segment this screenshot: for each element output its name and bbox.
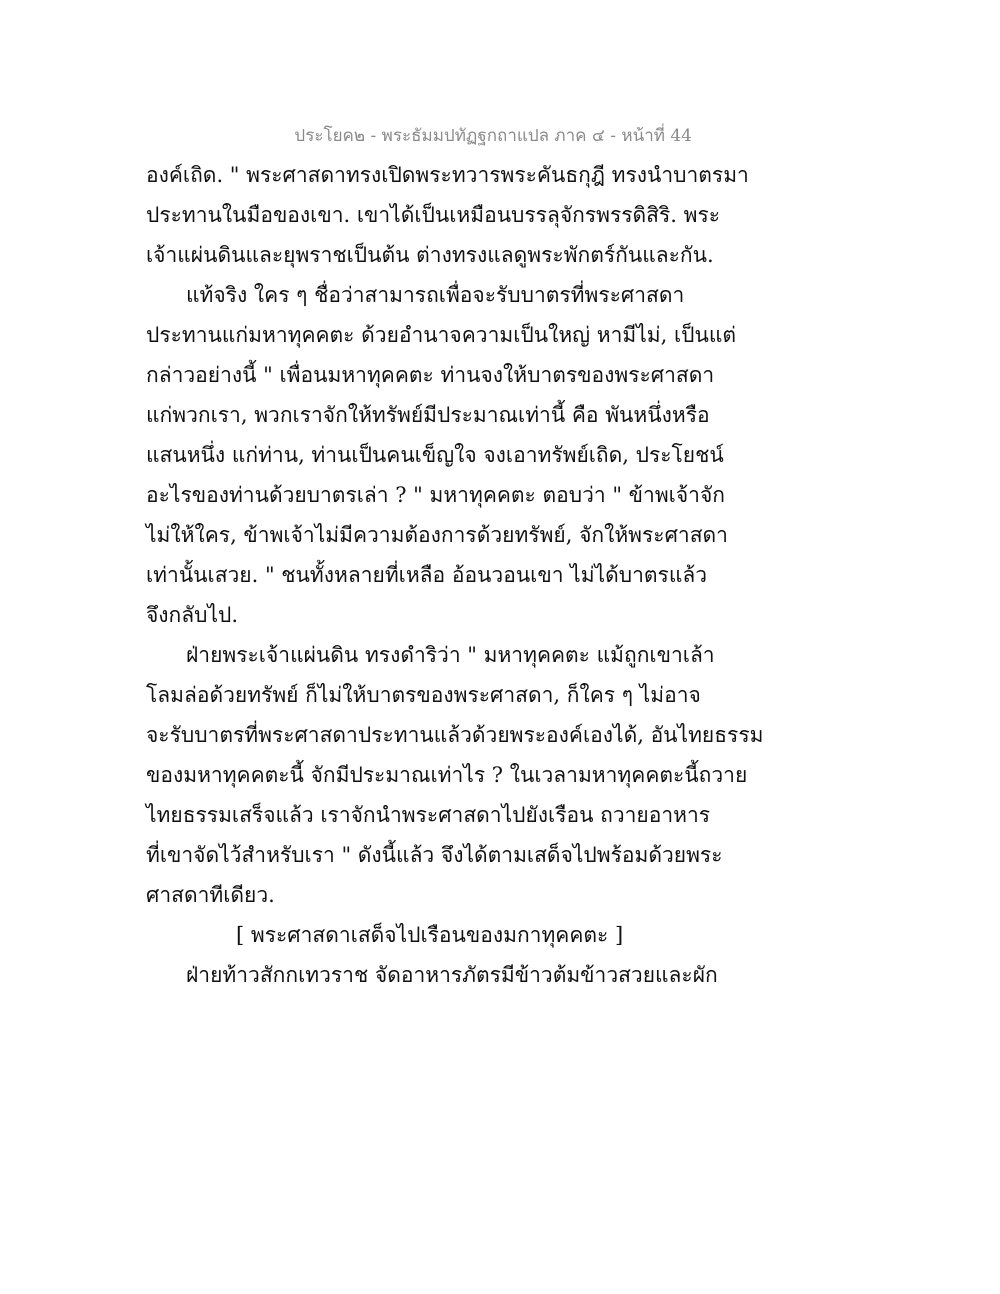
body-text bbox=[146, 155, 764, 995]
text-line: ไทยธรรมเสร็จแล้ว เราจักนำพระศาสดาไปยังเรือน ถวายอาหาร bbox=[146, 803, 711, 827]
paragraph-first-line: ฝ่ายท้าวสักกเทวราช จัดอาหารภัตรมีข้าวต้มข้าวสวยและผัก bbox=[186, 963, 718, 987]
text-line: แก่พวกเรา, พวกเราจักให้ทรัพย์มีประมาณเท่านี้ คือ พันหนึ่งหรือ bbox=[146, 403, 710, 427]
text-line: กล่าวอย่างนี้ " เพื่อนมหาทุคคตะ ท่านจงให้บาตรของพระศาสดา bbox=[146, 363, 715, 387]
text-line: ของมหาทุคคตะนี้ จักมีประมาณเท่าไร ? ในเวลามหาทุคคตะนี้ถวาย bbox=[146, 763, 748, 787]
section-heading: [ พระศาสดาเสด็จไปเรือนของมกาทุคคตะ ] bbox=[236, 923, 624, 947]
text-line: แสนหนึ่ง แก่ท่าน, ท่านเป็นคนเข็ญใจ จงเอาทรัพย์เถิด, ประโยชน์ bbox=[146, 443, 724, 467]
text-line: เท่านั้นเสวย. " ชนทั้งหลายที่เหลือ อ้อนวอนเขา ไม่ได้บาตรแล้ว bbox=[146, 563, 708, 587]
text-line: ที่เขาจัดไว้สำหรับเรา " ดังนี้แล้ว จึงได้ตามเสด็จไปพร้อมด้วยพระ bbox=[146, 843, 723, 867]
text-line: องค์เถิด. " พระศาสดาทรงเปิดพระทวารพระคันธกุฎี ทรงนำบาตรมา bbox=[146, 163, 749, 187]
text-line: ประทานแก่มหาทุคคตะ ด้วยอำนาจความเป็นใหญ่ หามีไม่, เป็นแต่ bbox=[146, 323, 736, 347]
text-line: ไม่ให้ใคร, ข้าพเจ้าไม่มีความต้องการด้วยทรัพย์, จักให้พระศาสดา bbox=[146, 523, 728, 547]
text-line: ประทานในมือของเขา. เขาได้เป็นเหมือนบรรลุจักรพรรดิสิริ. พระ bbox=[146, 203, 721, 227]
text-line: เจ้าแผ่นดินและยุพราชเป็นต้น ต่างทรงแลดูพระพักตร์กันและกัน. bbox=[146, 243, 714, 267]
paragraph-first-line: แท้จริง ใคร ๆ ชื่อว่าสามารถเพื่อจะรับบาตรที่พระศาสดา bbox=[186, 283, 685, 307]
text-line: จึงกลับไป. bbox=[146, 603, 239, 627]
page-header: ประโยค๒ - พระธัมมปทัฏฐกถาแปล ภาค ๔ - หน้าที่ 44 bbox=[294, 126, 692, 146]
text-line: อะไรของท่านด้วยบาตรเล่า ? " มหาทุคคตะ ตอบว่า " ข้าพเจ้าจัก bbox=[146, 483, 725, 507]
paragraph-first-line: ฝ่ายพระเจ้าแผ่นดิน ทรงดำริว่า " มหาทุคคตะ แม้ถูกเขาเล้า bbox=[186, 643, 715, 667]
text-line: ศาสดาทีเดียว. bbox=[146, 883, 275, 907]
text-line: จะรับบาตรที่พระศาสดาประทานแล้วด้วยพระองค์เองได้, อันไทยธรรม bbox=[146, 723, 764, 747]
text-line: โลมล่อด้วยทรัพย์ ก็ไม่ให้บาตรของพระศาสดา, ก็ใคร ๆ ไม่อาจ bbox=[146, 683, 701, 707]
